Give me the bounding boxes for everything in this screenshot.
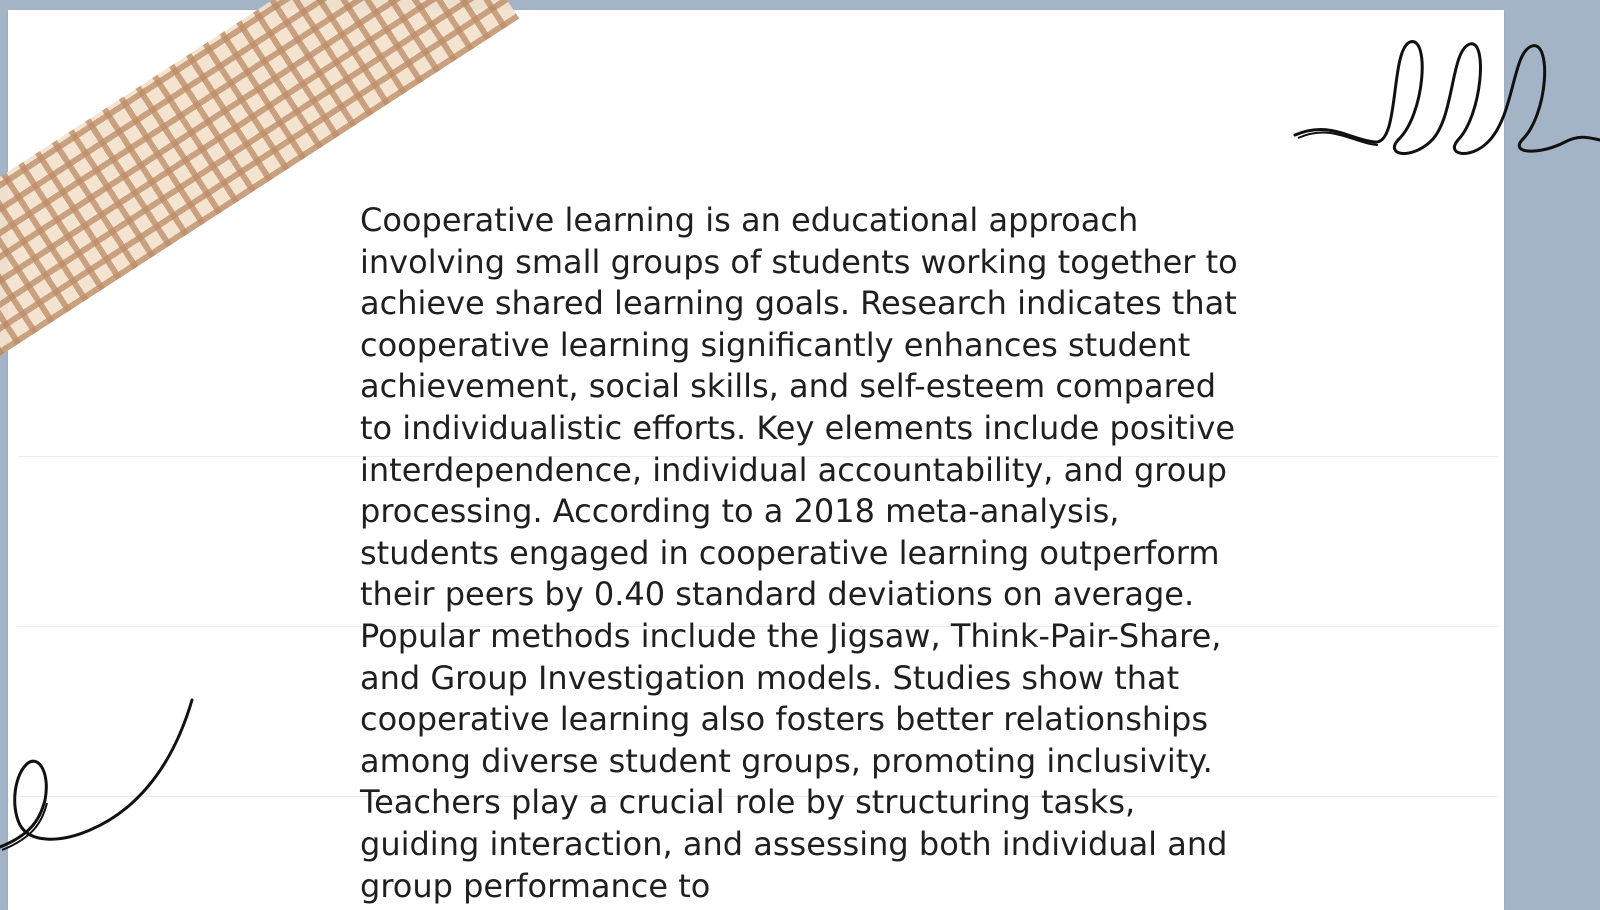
loop-scribble-doodle: [1290, 30, 1600, 170]
body-paragraph: Cooperative learning is an educational approach involving small groups of students working together to achieve shared learning goals. Research indicates that cooperative learning significantly enhances student achievement, social skills, and self-esteem compared to individualistic efforts. Key elements include positive interdependence, individual accountability, and group processing. According to a 2018 meta-analysis, students engaged in cooperative learning outperform their peers by 0.40 standard deviations on average. Popular methods include the Jigsaw, Think-Pair-Share, and Group Investigation models. Studies show that cooperative learning also fosters better relationships among diverse student groups, promoting inclusivity. Teachers play a crucial role by structuring tasks, guiding interaction, and assessing both individual and group performance to: [360, 201, 1238, 905]
swoosh-check-doodle: [0, 695, 200, 855]
